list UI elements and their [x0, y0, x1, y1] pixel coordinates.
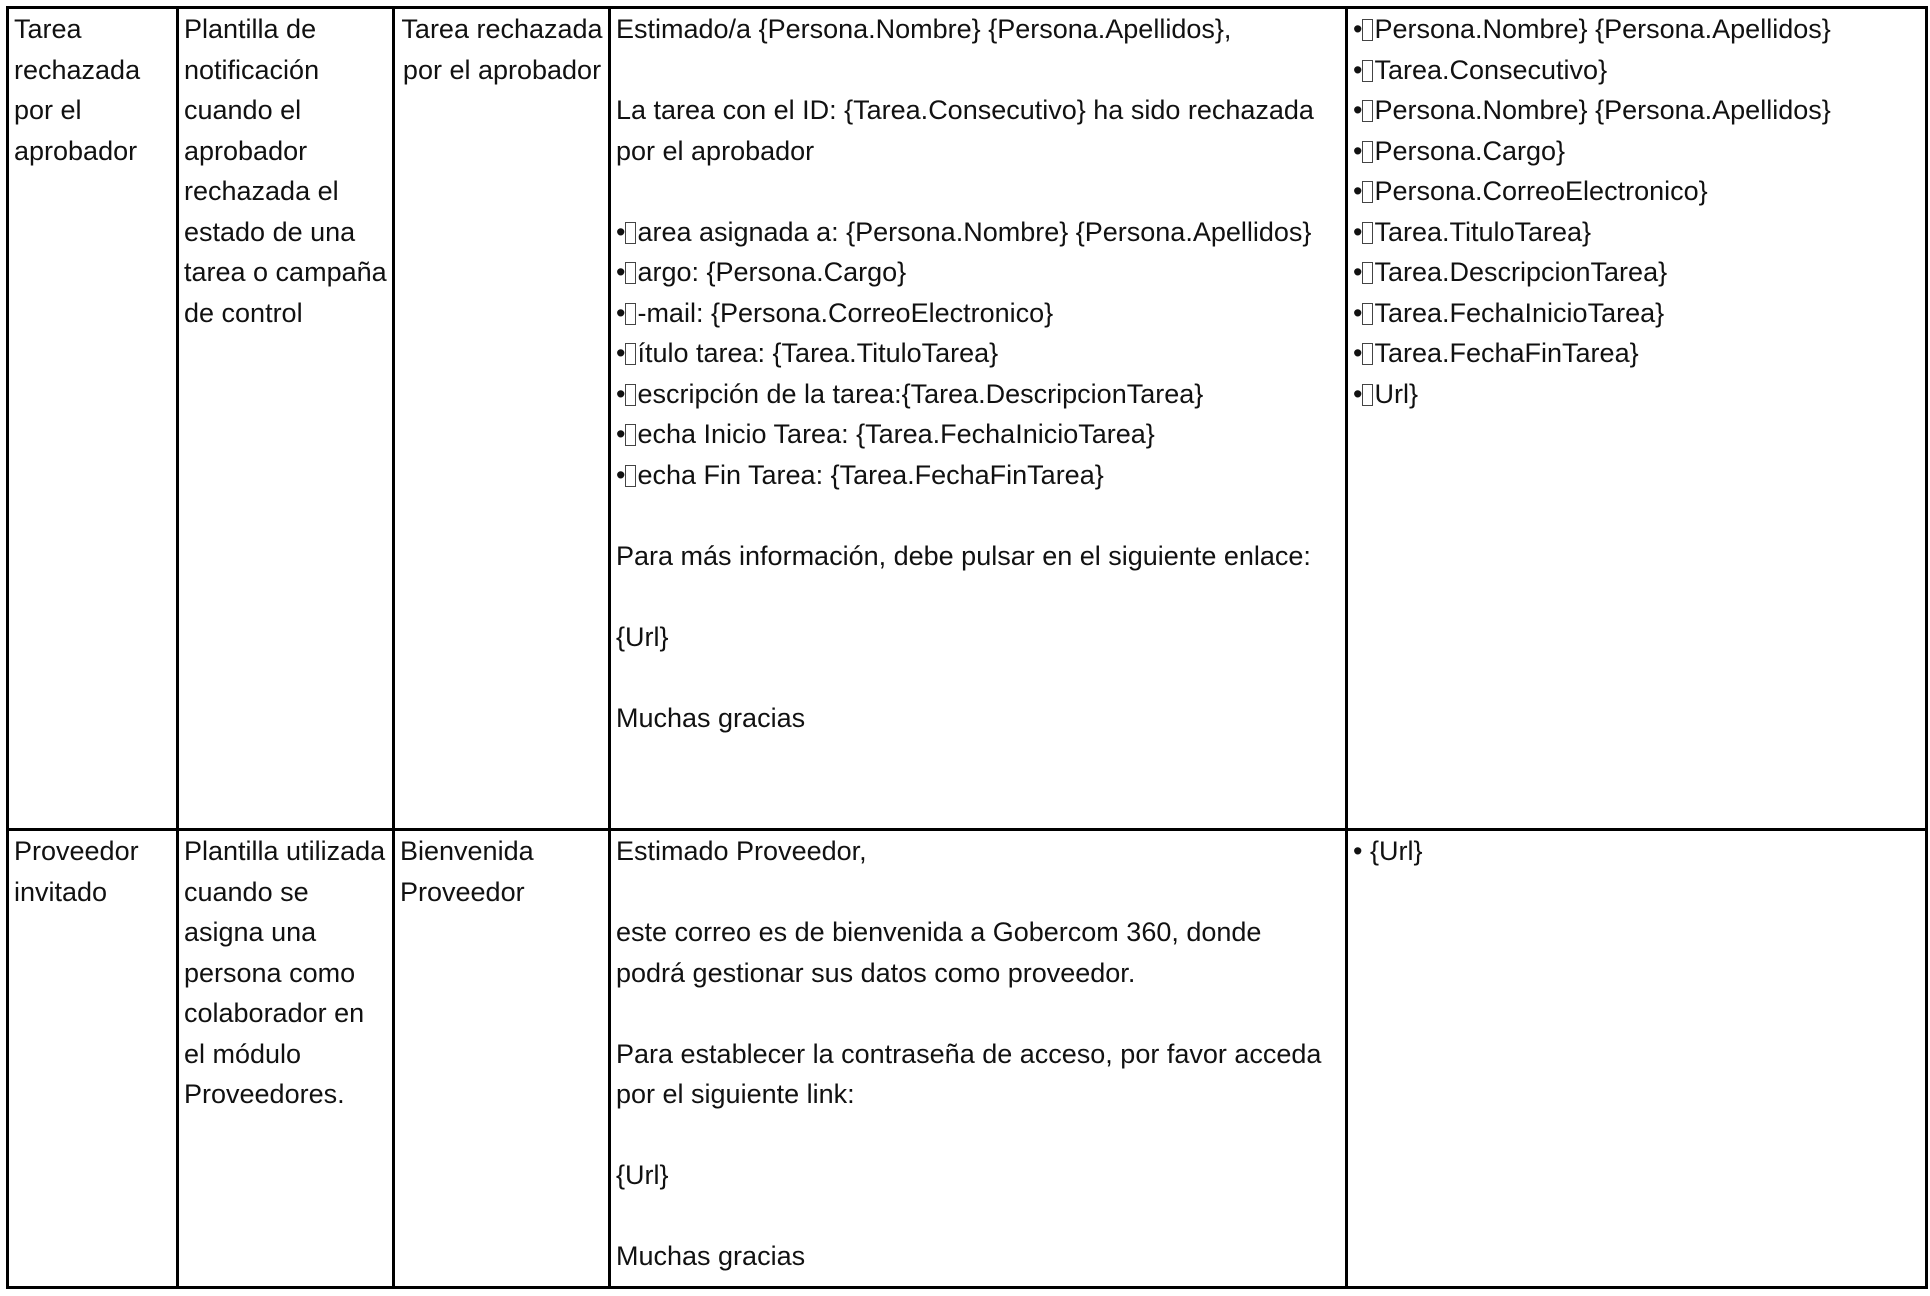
template-description: Plantilla utilizada cuando se asigna una persona como colaborador en el módulo Proveedores. — [184, 836, 386, 1109]
missing-glyph-icon — [1362, 60, 1373, 82]
body-bullet: • echa Fin Tarea: {Tarea.FechaFinTarea} — [616, 459, 1104, 490]
template-description-cell — [178, 830, 394, 1288]
variable-text: Url} — [1374, 378, 1418, 409]
variable-item: • Persona.Cargo} — [1353, 135, 1566, 166]
body-url: {Url} — [616, 621, 669, 652]
blank-line — [616, 657, 1341, 698]
variable-item: • {Url} — [1353, 836, 1423, 866]
blank-line — [616, 993, 1341, 1034]
missing-glyph-icon — [625, 303, 636, 325]
variable-item: • Tarea.FechaFinTarea} — [1353, 338, 1639, 368]
variable-text: Tarea.FechaFinTarea} — [1374, 338, 1639, 368]
template-name-cell — [8, 830, 178, 1288]
template-description-cell — [178, 8, 394, 830]
template-subject: Tarea rechazada por el aprobador — [401, 14, 603, 85]
variable-item: • Tarea.FechaInicioTarea} — [1353, 297, 1665, 328]
body-url: {Url} — [616, 1160, 669, 1190]
template-body-cell — [610, 830, 1347, 1288]
body-closing: Muchas gracias — [616, 1241, 806, 1271]
body-bullet: • escripción de la tarea:{Tarea.DescripcionTarea} — [616, 378, 1204, 409]
missing-glyph-icon — [625, 384, 636, 406]
missing-glyph-icon — [1362, 262, 1373, 284]
templates-table — [6, 6, 1928, 1289]
variable-text: Tarea.DescripcionTarea} — [1374, 257, 1668, 287]
variable-item: • Persona.CorreoElectronico} — [1353, 176, 1708, 206]
blank-line — [616, 576, 1341, 617]
body-more-info: Para más información, debe pulsar en el siguiente enlace: — [616, 540, 1311, 571]
blank-line — [616, 872, 1341, 913]
blank-line — [616, 495, 1341, 536]
body-bullet-text: escripción de la tarea:{Tarea.DescripcionTarea} — [637, 378, 1204, 409]
missing-glyph-icon — [625, 262, 636, 284]
template-variables-cell — [1347, 8, 1927, 830]
body-greeting: Estimado/a {Persona.Nombre} {Persona.Apellidos}, — [616, 14, 1232, 44]
missing-glyph-icon — [1362, 181, 1373, 203]
body-bullet-text: echa Fin Tarea: {Tarea.FechaFinTarea} — [637, 459, 1104, 490]
variable-text: Persona.Nombre} {Persona.Apellidos} — [1374, 95, 1831, 125]
missing-glyph-icon — [1362, 303, 1373, 325]
variable-text: Persona.CorreoElectronico} — [1374, 176, 1708, 206]
body-bullet: • -mail: {Persona.CorreoElectronico} — [616, 297, 1054, 328]
missing-glyph-icon — [625, 465, 636, 487]
body-greeting: Estimado Proveedor, — [616, 836, 867, 866]
variable-text: Persona.Nombre} {Persona.Apellidos} — [1374, 14, 1831, 44]
variable-item: • Persona.Nombre} {Persona.Apellidos} — [1353, 95, 1831, 125]
body-welcome-line-2: podrá gestionar sus datos como proveedor. — [616, 957, 1136, 988]
missing-glyph-icon — [1362, 19, 1373, 41]
template-description: Plantilla de notificación cuando el aprobador rechazada el estado de una tarea o campaña de control — [184, 14, 387, 328]
missing-glyph-icon — [625, 222, 636, 244]
missing-glyph-icon — [625, 424, 636, 446]
variable-item: • Tarea.TituloTarea} — [1353, 216, 1592, 247]
body-intro-line-1: La tarea con el ID: {Tarea.Consecutivo} ha sido rechazada — [616, 95, 1314, 125]
template-subject-cell — [394, 8, 610, 830]
missing-glyph-icon — [1362, 141, 1373, 163]
variable-text: Tarea.FechaInicioTarea} — [1374, 297, 1665, 328]
variable-text: Tarea.Consecutivo} — [1374, 54, 1608, 85]
body-closing: Muchas gracias — [616, 702, 806, 733]
body-welcome-line-1: este correo es de bienvenida a Gobercom 360, donde — [616, 917, 1262, 947]
template-subject: Bienvenida Proveedor — [400, 836, 534, 907]
template-name-cell — [8, 8, 178, 830]
body-intro-line-2: por el aprobador — [616, 135, 815, 166]
blank-line — [616, 171, 1341, 212]
missing-glyph-icon — [625, 343, 636, 365]
blank-line — [616, 1196, 1341, 1237]
template-variables-cell — [1347, 830, 1927, 1288]
table-row — [8, 8, 1927, 830]
body-bullet: • area asignada a: {Persona.Nombre} {Persona.Apellidos} — [616, 216, 1312, 247]
body-password-line-1: Para establecer la contraseña de acceso, por favor acceda — [616, 1038, 1322, 1069]
body-bullet-text: ítulo tarea: {Tarea.TituloTarea} — [637, 338, 999, 368]
template-body-cell — [610, 8, 1347, 830]
variable-text: Tarea.TituloTarea} — [1374, 216, 1592, 247]
variable-item: • Tarea.Consecutivo} — [1353, 54, 1608, 85]
body-bullet-text: -mail: {Persona.CorreoElectronico} — [637, 297, 1054, 328]
missing-glyph-icon — [1362, 222, 1373, 244]
variable-item: • Url} — [1353, 378, 1418, 409]
missing-glyph-icon — [1362, 384, 1373, 406]
body-bullet-text: area asignada a: {Persona.Nombre} {Persona.Apellidos} — [637, 216, 1312, 247]
template-name: Proveedor invitado — [14, 836, 139, 907]
template-name: Tarea rechazada por el aprobador — [14, 14, 141, 166]
blank-line — [616, 50, 1341, 91]
table-row — [8, 830, 1927, 1288]
body-bullet-text: argo: {Persona.Cargo} — [637, 257, 907, 287]
template-subject-cell — [394, 830, 610, 1288]
body-password-line-2: por el siguiente link: — [616, 1079, 855, 1109]
body-bullet: • echa Inicio Tarea: {Tarea.FechaInicioTarea} — [616, 419, 1155, 449]
body-bullet: • ítulo tarea: {Tarea.TituloTarea} — [616, 338, 999, 368]
blank-line — [616, 1115, 1341, 1156]
missing-glyph-icon — [1362, 343, 1373, 365]
variable-item: • Tarea.DescripcionTarea} — [1353, 257, 1668, 287]
missing-glyph-icon — [1362, 100, 1373, 122]
variable-text: Persona.Cargo} — [1374, 135, 1566, 166]
body-bullet-text: echa Inicio Tarea: {Tarea.FechaInicioTarea} — [637, 419, 1155, 449]
variable-item: • Persona.Nombre} {Persona.Apellidos} — [1353, 14, 1831, 44]
body-bullet: • argo: {Persona.Cargo} — [616, 257, 907, 287]
